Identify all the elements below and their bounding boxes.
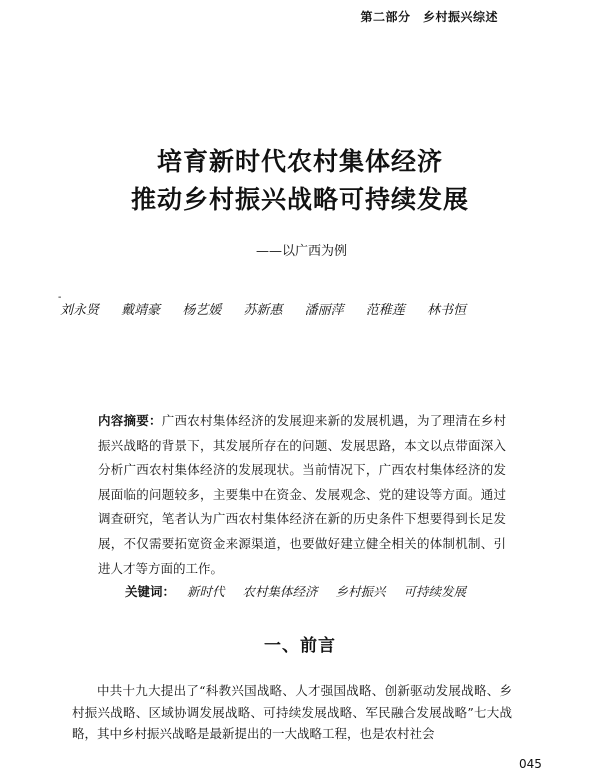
paragraph: 中共十九大提出了“科教兴国战略、人才强国战略、创新驱动发展战略、乡村振兴战略、区域协调发展战略、可持续发展战略、军民融合发展战略”七大战略，其中乡村振兴战略是最新提出的一大战略工程，也是农村社会 [72,683,512,741]
keyword: 乡村振兴 [335,584,386,599]
section-heading: 一、前言 [264,636,336,656]
margin-mark: - [58,292,62,303]
keyword: 新时代 [187,584,225,599]
keywords-label: 关键词： [125,584,176,599]
keywords [125,582,472,600]
subtitle: ——以广西为例 [256,244,348,259]
author: 林书恒 [426,303,466,318]
body-text [72,680,512,745]
running-head: 第二部分 乡村振兴综述 [360,10,498,24]
author-list [60,299,484,318]
author: 戴靖豪 [121,303,161,318]
title-line-2: 推动乡村振兴战略可持续发展 [130,185,469,214]
author: 杨艺媛 [182,303,222,318]
author: 刘永贤 [60,303,100,318]
author: 苏新惠 [243,303,283,318]
abstract-text: 广西农村集体经济的发展迎来新的发展机遇，为了理清在乡村振兴战略的背景下，其发展所存在的问题、发展思路，本文以点带面深入分析广西农村集体经济的发展现状。当前情况下，广西农村集体经济的发展面临的问题较多，主要集中在资金、发展观念、党的建设等方面。通过调查研究，笔者认为广西农村集体经济在新的历史条件下想要得到长足发展，不仅需要拓宽资金来源渠道，也要做好建立健全相关的体制机制、引进人才等方面的工作。 [98,413,506,576]
title-line-1: 培育新时代农村集体经济 [156,147,443,176]
keyword: 农村集体经济 [242,584,318,599]
author: 潘丽萍 [304,303,344,318]
page-number: 045 [519,757,542,771]
keyword: 可持续发展 [403,584,467,599]
abstract-label: 内容摘要： [98,413,162,428]
abstract [98,409,506,581]
author: 范稚莲 [365,303,405,318]
